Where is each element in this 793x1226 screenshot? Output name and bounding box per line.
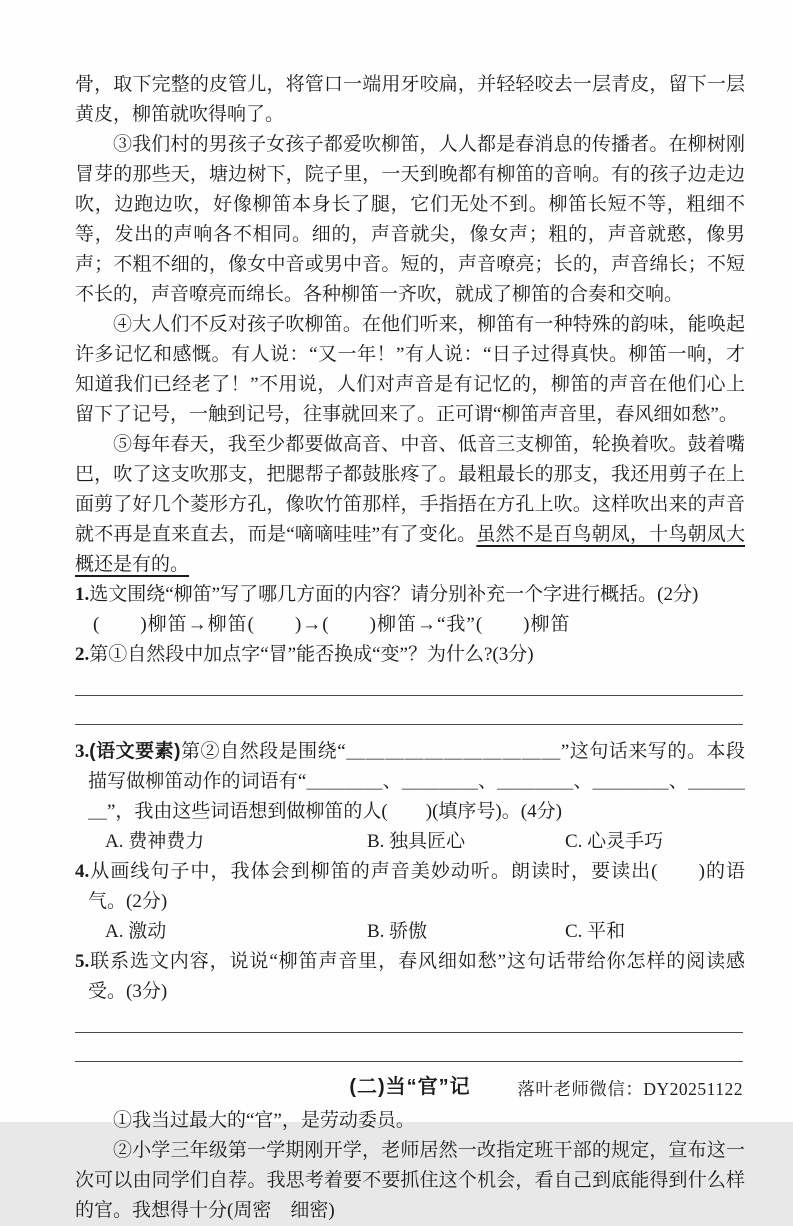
question-2-number: 2.: [75, 644, 90, 665]
question-1-answer-row: ( )柳笛→柳笛( )→( )柳笛→“我”( )柳笛: [93, 614, 571, 635]
question-4-option-a: A. 激动: [105, 921, 167, 942]
passage-paragraph-5-main: ⑤每年春天，我至少都要做高音、中音、低音三支柳笛，轮换着吹。鼓着嘴巴，吹了这支吹那支，把腮帮子都鼓胀疼了。最粗最长的那支，我还用剪子在上面剪了好几个菱形方孔，像吹竹笛那样，手指捂在方孔上吹。这样吹出来的声音就不再是直来直去，而是“嘀嘀哇哇”有了变化。: [75, 434, 745, 545]
question-5-number: 5.: [75, 951, 90, 972]
answer-line: [75, 670, 743, 696]
passage-paragraph-5: [75, 430, 745, 580]
question-4: [75, 857, 745, 917]
passage-underlined-sentence: 虽然不是百鸟朝凤，十鸟朝凤大概还是有的。: [75, 524, 745, 575]
question-1-number: 1.: [75, 584, 90, 605]
question-3-options: [75, 827, 745, 857]
passage-paragraph-3: ③我们村的男孩子女孩子都爱吹柳笛，人人都是春消息的传播者。在柳树刚冒芽的那些天，塘边树下，院子里，一天到晚都有柳笛的音响。有的孩子边走边吹，边跑边吹，好像柳笛本身长了腿，它们无处不到。柳笛长短不等，粗细不等，发出的声响各不相同。细的，声音就尖，像女声；粗的，声音就憨，像男声；不粗不细的，像女中音或男中音。短的，声音嘹亮；长的，声音绵长；不短不长的，声音嘹亮而绵长。各种柳笛一齐吹，就成了柳笛的合奏和交响。: [75, 134, 745, 305]
question-4-number: 4.: [75, 861, 90, 882]
question-1-text: 选文围绕“柳笛”写了哪几方面的内容？请分别补充一个字进行概括。(2分): [89, 584, 699, 605]
question-3-text: 第②自然段是围绕“＿＿＿＿＿＿＿＿＿＿＿”这句话来写的。本段描写做柳笛动作的词语有“＿＿＿＿、＿＿＿＿、＿＿＿＿、＿＿＿＿、＿＿＿＿”，我由这些词语想到做柳笛的人( )(填序号)。(4分): [88, 741, 745, 822]
passage-paragraph-4: ④大人们不反对孩子吹柳笛。在他们听来，柳笛有一种特殊的韵味，能唤起许多记忆和感慨。有人说：“又一年！”有人说：“日子过得真快。柳笛一响，才知道我们已经老了！”不用说，人们对声音是有记忆的，柳笛的声音在他们心上留下了记号，一触到记号，往事就回来了。正可谓“柳笛声音里，春风细如愁”。: [75, 314, 745, 425]
footer-watermark: 落叶老师微信：DY20251122: [517, 1079, 743, 1099]
question-4-text: 从画线句子中，我体会到柳笛的声音美妙动听。朗读时，要读出( )的语气。(2分): [88, 861, 745, 912]
question-3-option-b: B. 独具匠心: [367, 831, 466, 852]
question-4-option-b: B. 骄傲: [367, 921, 428, 942]
answer-line: [75, 696, 743, 725]
section-2-paragraph-1: ①我当过最大的“官”，是劳动委员。: [113, 1110, 415, 1131]
passage-paragraph-continuation: 骨，取下完整的皮管儿，将管口一端用牙咬扁，并轻轻咬去一层青皮，留下一层黄皮，柳笛就吹得响了。: [75, 74, 745, 125]
question-1: [75, 580, 745, 610]
question-3-tag: (语文要素): [89, 741, 181, 762]
question-3-option-a: A. 费神费力: [105, 831, 205, 852]
section-2-paragraph-2: ②小学三年级第一学期刚开学，老师居然一改指定班干部的规定，宣布这一次可以由同学们自荐。我思考着要不要抓住这个机会，看自己到底能得到什么样的官。我想得十分(周密 细密): [75, 1140, 745, 1221]
question-2: [75, 640, 745, 670]
question-2-text: 第①自然段中加点字“冒”能否换成“变”？为什么?(3分): [89, 644, 534, 665]
section-2-title: (二)当“官”记: [349, 1076, 471, 1098]
question-5-text: 联系选文内容，说说“柳笛声音里，春风细如愁”这句话带给你怎样的阅读感受。(3分): [88, 951, 745, 1002]
answer-line: [75, 1007, 743, 1033]
answer-line: [75, 1033, 743, 1062]
question-5: [75, 947, 745, 1007]
question-3-number: 3.: [75, 741, 90, 762]
question-4-options: [75, 917, 745, 947]
question-4-option-c: C. 平和: [565, 921, 626, 942]
question-3-option-c: C. 心灵手巧: [565, 831, 664, 852]
question-3: [75, 737, 745, 827]
